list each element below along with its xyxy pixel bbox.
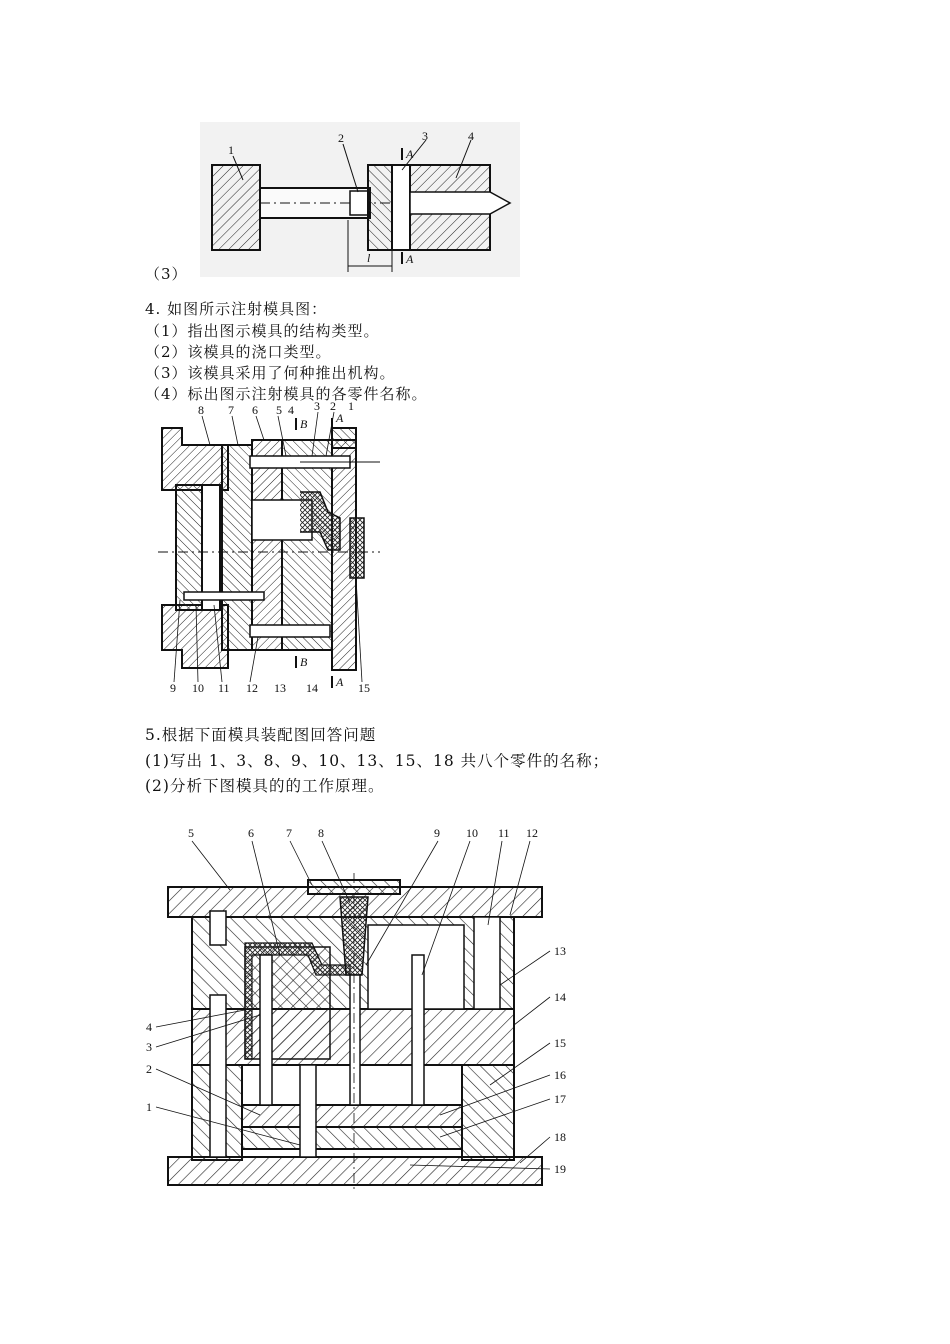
q5-label-17: 17 (554, 1092, 566, 1106)
figure-3 (140, 120, 530, 285)
q5-title: 5.根据下面模具装配图回答问题 (145, 726, 377, 744)
q4-label-15: 15 (358, 681, 370, 695)
q5-label-2: 2 (146, 1062, 152, 1076)
q4-label-9: 9 (170, 681, 176, 695)
q4-label-7: 7 (228, 403, 234, 417)
q4-item-3: （3）该模具采用了何种推出机构。 (145, 364, 396, 382)
q5-label-8: 8 (318, 826, 324, 840)
q4-label-12: 12 (246, 681, 258, 695)
q5-label-6: 6 (248, 826, 254, 840)
q4-label-a-bottom: A (336, 675, 344, 689)
q5-label-3: 3 (146, 1040, 152, 1054)
fig3-label-2: 2 (338, 131, 344, 145)
q5-label-11: 11 (498, 826, 510, 840)
q4-label-1: 1 (348, 400, 354, 413)
figure-q5-mold (140, 815, 580, 1195)
q4-label-5: 5 (276, 403, 282, 417)
q4-label-3: 3 (314, 400, 320, 413)
q5-label-1: 1 (146, 1100, 152, 1114)
figure-q4-mold (150, 400, 390, 700)
q5-item-1: (1)写出 1、3、8、9、10、13、15、18 共八个零件的名称； (145, 752, 610, 770)
fig3-label-a-bottom: A (406, 252, 414, 266)
q4-label-10: 10 (192, 681, 204, 695)
q5-mold-drawing (140, 815, 580, 1195)
q4-label-2: 2 (330, 400, 336, 413)
q4-label-b-top: B (300, 417, 308, 431)
q4-label-8: 8 (198, 403, 204, 417)
q5-label-14: 14 (554, 990, 566, 1004)
q4-label-11: 11 (218, 681, 230, 695)
q5-label-16: 16 (554, 1068, 566, 1082)
q4-label-14: 14 (306, 681, 318, 695)
fig3-caption: （3） (145, 265, 188, 283)
q5-label-15: 15 (554, 1036, 566, 1050)
figure-3-drawing (140, 120, 530, 285)
q5-label-9: 9 (434, 826, 440, 840)
q4-item-2: （2）该模具的浇口类型。 (145, 343, 332, 361)
q5-label-19: 19 (554, 1162, 566, 1176)
q5-label-7: 7 (286, 826, 292, 840)
q5-label-4: 4 (146, 1020, 152, 1034)
q4-label-13: 13 (274, 681, 286, 695)
q4-item-4: （4）标出图示注射模具的各零件名称。 (145, 385, 428, 403)
q4-item-1: （1）指出图示模具的结构类型。 (145, 322, 380, 340)
q5-label-18: 18 (554, 1130, 566, 1144)
fig3-label-l: l (367, 251, 371, 265)
q5-label-12: 12 (526, 826, 538, 840)
fig3-label-a-top: A (406, 147, 414, 161)
q4-label-4: 4 (288, 403, 294, 417)
q5-label-5: 5 (188, 826, 194, 840)
fig3-label-1: 1 (228, 143, 234, 157)
q5-item-2: (2)分析下图模具的的工作原理。 (145, 777, 385, 795)
fig3-label-4: 4 (468, 129, 474, 143)
q5-label-13: 13 (554, 944, 566, 958)
q5-label-10: 10 (466, 826, 478, 840)
q4-label-b-bottom: B (300, 655, 308, 669)
q4-mold-drawing (150, 400, 390, 700)
fig3-label-3: 3 (422, 129, 428, 143)
q4-label-6: 6 (252, 403, 258, 417)
q4-label-a-top: A (336, 411, 344, 425)
q4-title: 4. 如图所示注射模具图： (145, 300, 328, 318)
